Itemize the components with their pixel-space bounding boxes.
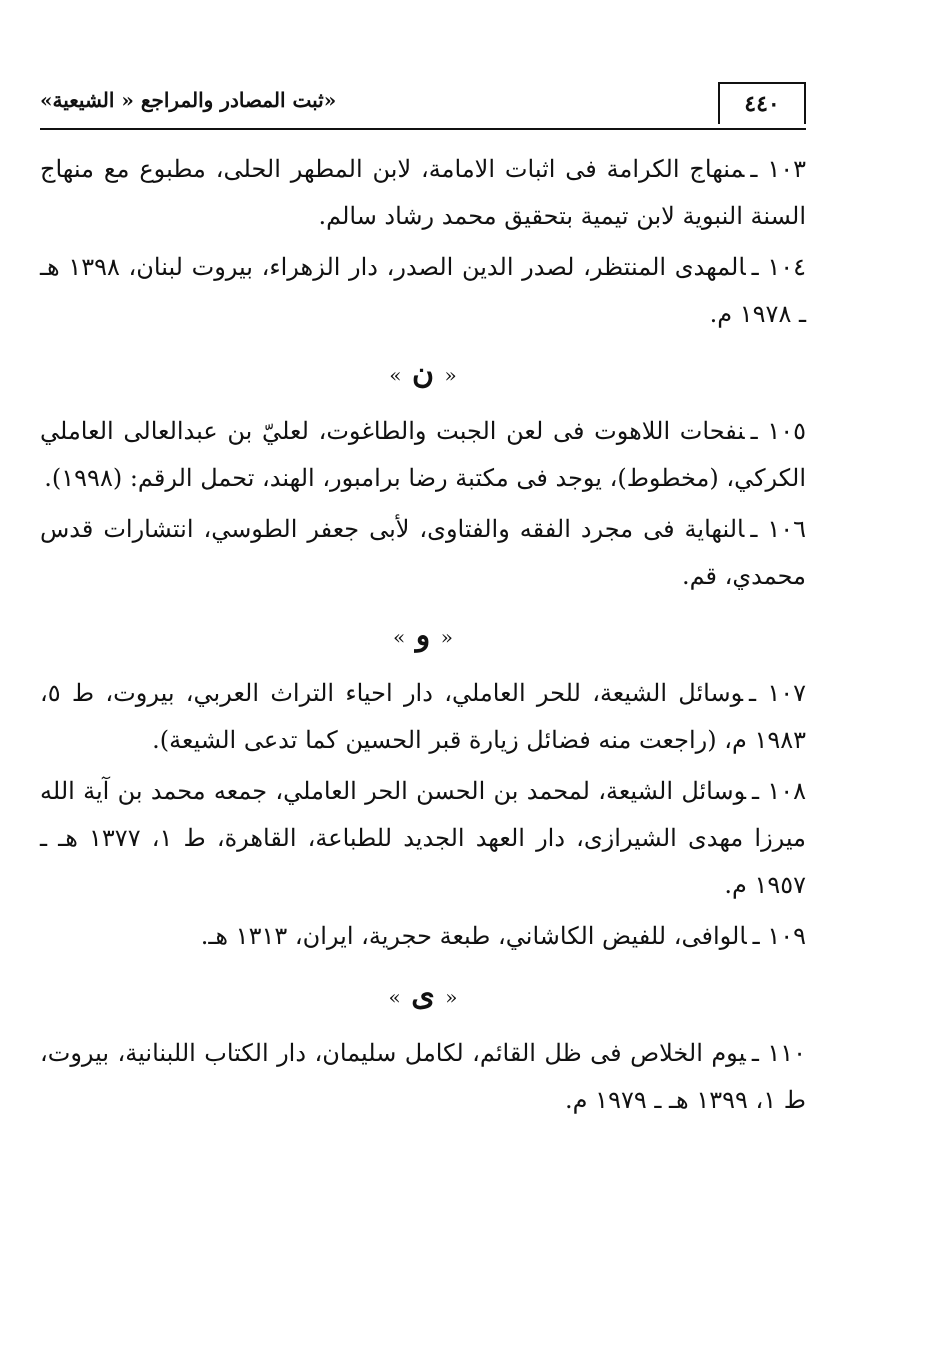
- section-heading-ya: « ى »: [388, 978, 458, 1013]
- page-number: ٤٤٠: [718, 82, 806, 124]
- bibliography-entry-104: [40, 244, 806, 338]
- section-letter: و: [415, 618, 431, 653]
- bibliography-entry-106: [40, 506, 806, 600]
- entry-number: ١٠٤ ـ: [751, 253, 807, 281]
- section-letter: ن: [411, 356, 435, 391]
- entry-text: نفحات اللاهوت فى لعن الجبت والطاغوت، لعليّ بن عبدالعالى العاملي الكركي، (مخطوط)، يوجد فى مكتبة رضا برامبور، الهند، تحمل الرقم: (١٩٩٨).: [40, 417, 806, 492]
- entry-number: ١١٠ ـ: [751, 1039, 806, 1067]
- running-head: «ثبت المصادر والمراجع « الشيعية»: [40, 88, 337, 112]
- section-letter: ى: [411, 978, 435, 1013]
- bibliography: [40, 146, 806, 1128]
- bibliography-entry-110: [40, 1030, 806, 1124]
- bibliography-entry-105: [40, 408, 806, 502]
- section-heading-waw: « و »: [393, 618, 453, 653]
- entry-text: يوم الخلاص فى ظل القائم، لكامل سليمان، دار الكتاب اللبنانية، بيروت، ط ١، ١٣٩٩ هـ ـ ١٩٧٩ م.: [40, 1039, 806, 1114]
- entry-text: منهاج الكرامة فى اثبات الامامة، لابن المطهر الحلى، مطبوع مع منهاج السنة النبوية لابن تيمية بتحقيق محمد رشاد سالم.: [40, 155, 806, 230]
- section-heading-nun: « ن »: [389, 356, 457, 391]
- entry-number: ١٠٦ ـ: [750, 515, 806, 543]
- bibliography-entry-107: [40, 670, 806, 764]
- entry-number: ١٠٣ ـ: [750, 155, 806, 183]
- entry-text: النهاية فى مجرد الفقه والفتاوى، لأبى جعفر الطوسي، انتشارات قدس محمدي، قم.: [40, 515, 806, 590]
- entry-number: ١٠٧ ـ: [748, 679, 806, 707]
- bibliography-entry-108: [40, 768, 806, 909]
- entry-number: ١٠٥ ـ: [750, 417, 806, 445]
- entry-text: وسائل الشيعة، للحر العاملي، دار احياء التراث العربي، بيروت، ط ٥، ١٩٨٣ م، (راجعت منه فضائل زيارة قبر الحسين كما تدعى الشيعة).: [40, 679, 806, 754]
- bibliography-entry-109: [40, 913, 806, 960]
- entry-number: ١٠٩ ـ: [752, 922, 806, 950]
- entry-text: المهدى المنتظر، لصدر الدين الصدر، دار الزهراء، بيروت لبنان، ١٣٩٨ هـ ـ ١٩٧٨ م.: [40, 253, 806, 328]
- entry-text: الوافى، للفيض الكاشاني، طبعة حجرية، ايران، ١٣١٣ هـ.: [200, 922, 747, 950]
- entry-number: ١٠٨ ـ: [752, 777, 806, 805]
- page-header: [40, 84, 806, 130]
- entry-text: وسائل الشيعة، لمحمد بن الحسن الحر العاملي، جمعه محمد بن آية الله ميرزا مهدى الشيرازى، دار العهد الجديد للطباعة، القاهرة، ط ١، ١٣٧٧ هـ ـ ١٩٥٧ م.: [40, 777, 807, 899]
- bibliography-entry-103: [40, 146, 806, 240]
